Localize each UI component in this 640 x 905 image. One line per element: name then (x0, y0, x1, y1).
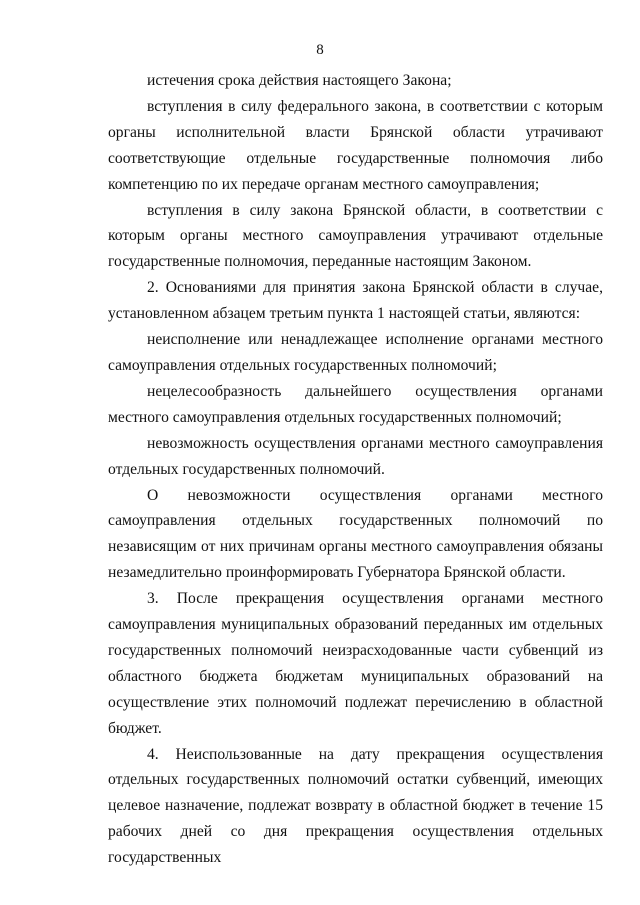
paragraph-non-performance: неисполнение или ненадлежащее исполнение органами местного самоуправления отдельных государственных полномочий; (108, 331, 603, 374)
page-number: 8 (316, 42, 324, 58)
paragraph-impossibility: невозможность осуществления органами местного самоуправления отдельных государственных полномочий. (108, 434, 603, 478)
paragraph-expiry: истечения срока действия настоящего Закона; (147, 72, 452, 89)
paragraph-inexpediency: нецелесообразность дальнейшего осуществления органами местного самоуправления отдельных государственных полномочий; (108, 382, 603, 426)
paragraph-federal-law: вступления в силу федерального закона, в соответствии с которым органы исполнительной власти Брянской области утрачивают соответствующие отдельные государственные полномочия либо компетенцию по их передаче органам местного самоуправления; (108, 97, 603, 193)
document-body (108, 68, 603, 871)
paragraph-regional-law: вступления в силу закона Брянской области, в соответствии с которым органы местного самоуправления утрачивают отдельные государственные полномочия, переданные настоящим Законом. (108, 201, 603, 271)
paragraph-item-3: 3. После прекращения осуществления органами местного самоуправления муниципальных образований переданных им отдельных государственных полномочий неизрасходованные части субвенций из областного бюджета бюджетам муниципальных образований на осуществление этих полномочий подлежат перечислению в областной бюджет. (108, 590, 603, 737)
paragraph-item-2: 2. Основаниями для принятия закона Брянской области в случае, установленном абзацем третьим пункта 1 настоящей статьи, являются: (108, 279, 603, 323)
paragraph-inform-governor: О невозможности осуществления органами местного самоуправления отдельных государственных полномочий по независящим от них причинам органы местного самоуправления обязаны незамедлительно проинформировать Губернатора Брянской области. (108, 486, 603, 582)
paragraph-item-4: 4. Неиспользованные на дату прекращения осуществления отдельных государственных полномочий остатки субвенций, имеющих целевое назначение, подлежат возврату в областной бюджет в течение 15 рабочих дней со дня прекращения осуществления отдельных государственных (108, 745, 603, 867)
